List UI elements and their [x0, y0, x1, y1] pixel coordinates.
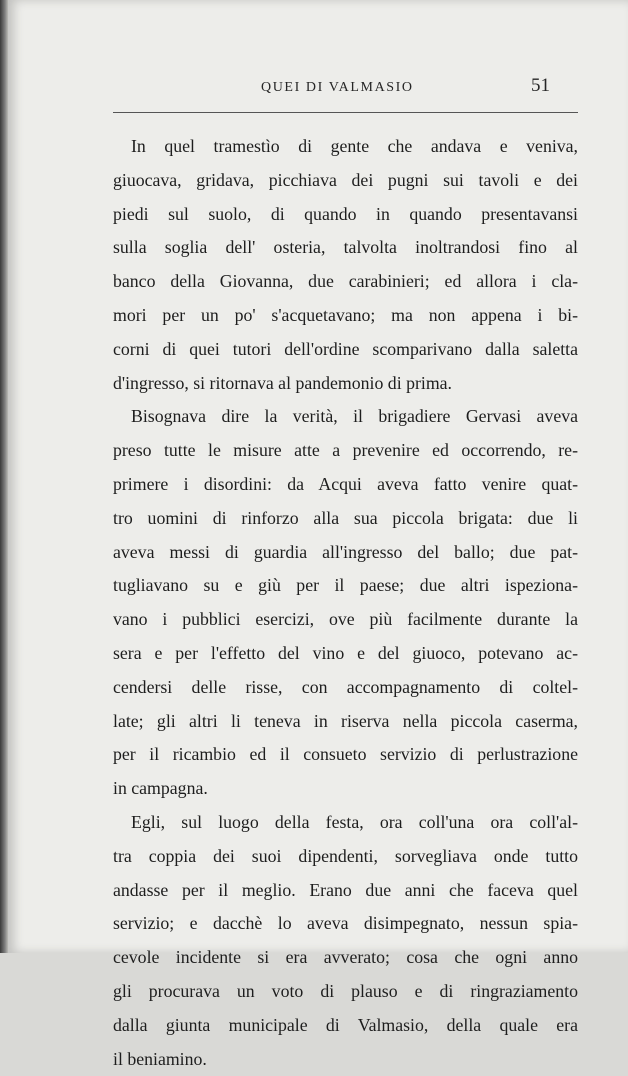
text-line: mori per un po' s'acquetavano; ma non appena i bi-: [113, 304, 578, 325]
text-line: d'ingresso, si ritornava al pandemonio di prima.: [113, 372, 452, 393]
text-line: In quel tramestìo di gente che andava e veniva,: [131, 136, 578, 156]
text-line: tugliavano su e giù per il paese; due altri ispeziona-: [113, 575, 578, 596]
book-page: [8, 0, 628, 1069]
running-title: QUEI DI VALMASIO: [261, 80, 414, 95]
paragraph-3: [113, 806, 578, 1076]
text-line: andasse per il meglio. Erano due anni che faceva quel: [113, 879, 578, 900]
text-line: vano i pubblici esercizi, ove più facilmente durante la: [113, 609, 578, 630]
text-line: aveva messi di guardia all'ingresso del ballo; due pat-: [113, 541, 578, 562]
text-line: cendersi delle risse, con accompagnamento di coltel-: [113, 676, 578, 697]
text-line: gli procurava un voto di plauso e di ringraziamento: [113, 980, 578, 1001]
scan-edge: [0, 0, 8, 953]
text-line: tro uomini di rinforzo alla sua piccola brigata: due li: [113, 507, 578, 528]
page-number: 51: [531, 75, 550, 96]
text-line: per il ricambio ed il consueto servizio di perlustrazione: [113, 744, 578, 765]
text-line: in campagna.: [113, 778, 208, 799]
text-line: il beniamino.: [113, 1048, 207, 1069]
text-line: tra coppia dei suoi dipendenti, sorvegliava onde tutto: [113, 845, 578, 866]
text-line: preso tutte le misure atte a prevenire ed occorrendo, re-: [113, 440, 578, 461]
text-line: Egli, sul luogo della festa, ora coll'una ora coll'al-: [131, 811, 578, 832]
text-line: cevole incidente si era avverato; cosa che ogni anno: [113, 947, 578, 968]
page-header: [113, 72, 578, 113]
text-line: giuocava, gridava, picchiava dei pugni sui tavoli e dei: [113, 169, 578, 190]
paragraph-2: [113, 400, 578, 806]
text-line: sera e per l'effetto del vino e del giuoco, potevano ac-: [113, 642, 578, 663]
text-line: banco della Giovanna, due carabinieri; ed allora i cla-: [113, 271, 578, 292]
paragraph-1: [113, 130, 578, 400]
text-line: sulla soglia dell' osteria, talvolta inoltrandosi fino al: [113, 237, 578, 258]
text-line: Bisognava dire la verità, il brigadiere Gervasi aveva: [131, 406, 578, 427]
text-line: late; gli altri li teneva in riserva nella piccola caserma,: [113, 710, 578, 731]
text-line: servizio; e dacchè lo aveva disimpegnato, nessun spia-: [113, 913, 578, 934]
text-line: dalla giunta municipale di Valmasio, della quale era: [113, 1014, 578, 1035]
body-text: [113, 130, 578, 1076]
text-line: primere i disordini: da Acqui aveva fatto venire quat-: [113, 473, 578, 494]
text-line: piedi sul suolo, di quando in quando presentavansi: [113, 203, 578, 224]
text-line: corni di quei tutori dell'ordine scomparivano dalla saletta: [113, 338, 578, 359]
